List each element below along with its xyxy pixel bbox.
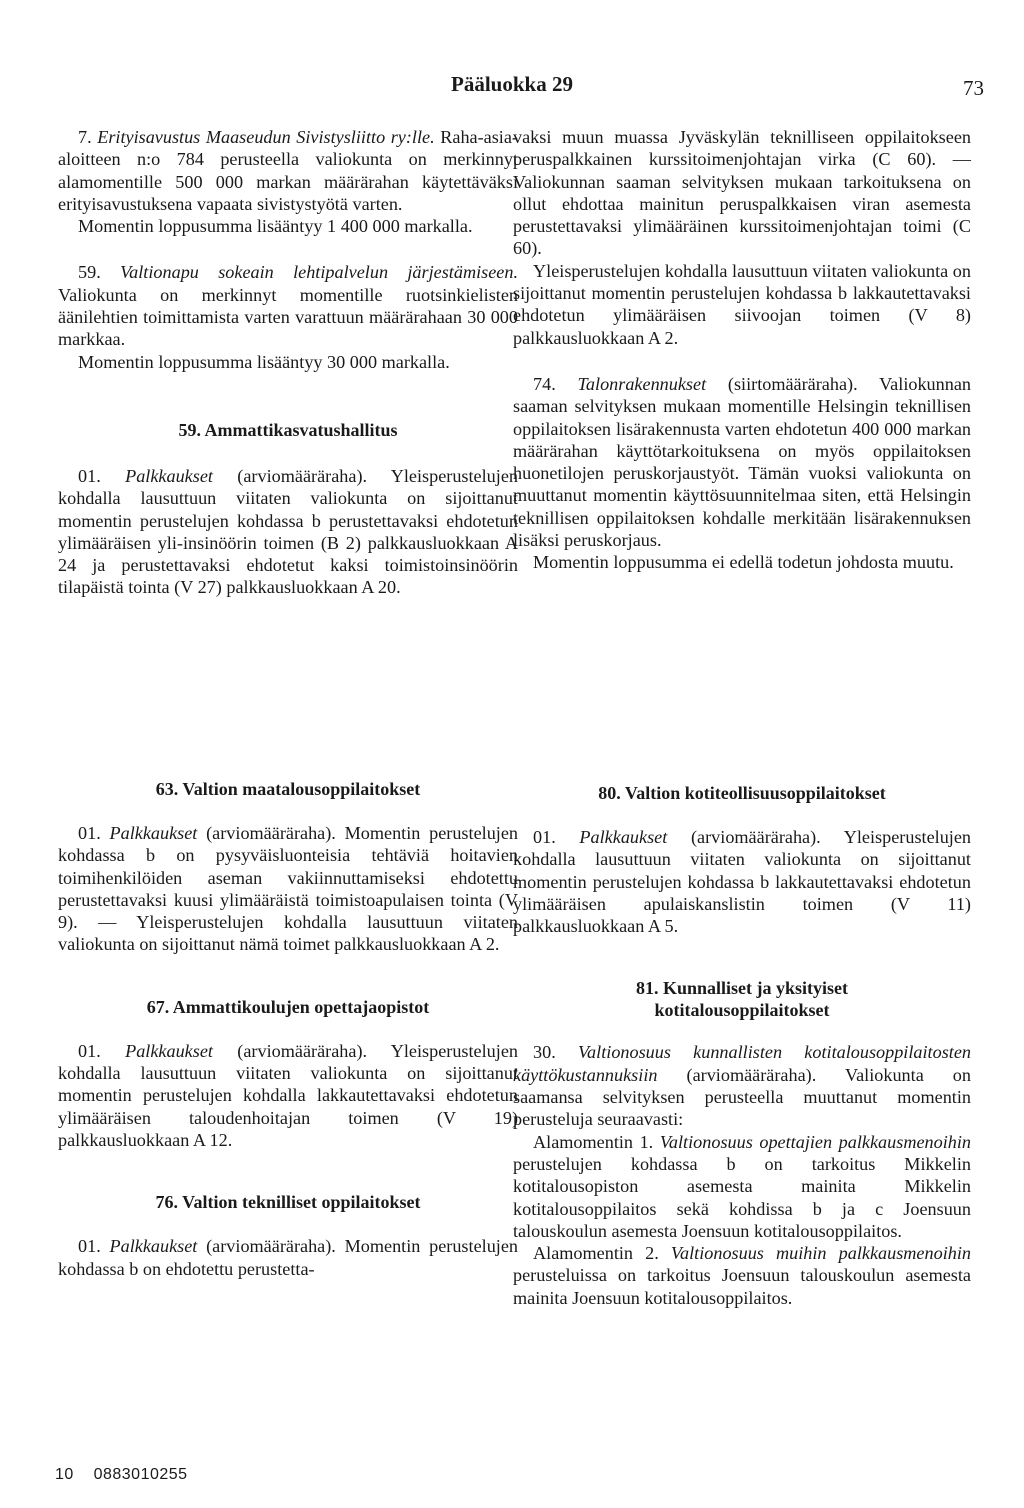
right-column-upper — [513, 126, 971, 574]
section-67-text: (arviomääräraha). Yleisperustelujen kohdalla lausuttuun viitaten valiokunta on sijoittanut momentin perustelujen kohdalla lakkautettavaksi ehdotetun ylimääräisen taloudenhoitajan toimen (V 19) palkkausluokkaan A 12. — [58, 1040, 518, 1150]
paragraph-2: Yleisperustelujen kohdalla lausuttuun viitaten valiokunta on sijoittanut momentin perustelujen kohdassa b lakkautettavaksi ehdotetun ylimääräisen siivoojan toimen (V 8) palkkausluokkaan A 2. — [513, 260, 971, 348]
footer-print-code: 10 0883010255 — [55, 1466, 188, 1483]
section-81-sub2 — [513, 1242, 971, 1309]
section-80-body — [513, 826, 971, 937]
section-80-text: (arviomääräraha). Yleisperustelujen kohdalla lausuttuun viitaten valiokunta on sijoittanut momentin perustelujen kohdassa b lakkautettavaksi ehdotetun ylimääräisen apulaiskanslistin toimen (V 11) palkkausluokkaan A 5. — [513, 827, 972, 937]
section-63-text: (arviomääräraha). Momentin perustelujen kohdassa b on pysyväisluonteisia tehtäviä hoitavien toimihenkilöiden aseman vakiinnuttamiseksi ehdotettu perustettavaksi kuusi ylimääräistä toimistoapulaisen tointa (V 9). — Yleisperustelujen kohdalla lausuttuun viitaten valiokunta on sijoittanut nämä toimet palkkausluokkaan A 2. — [58, 823, 519, 955]
item-74-title: Talonrakennukset — [577, 373, 707, 394]
section-67-title: Palkkaukset — [125, 1040, 213, 1061]
continuation-paragraph: vaksi muun muassa Jyväskylän teknilliseen oppilaitokseen peruspalkkainen kurssitoimenjohtajan virka (C 60). — Valiokunnan saaman selvityksen mukaan tarkoituksena on ollut ehdottaa mainitun peruspalkkaisen viran asemesta perustettavaksi ylimääräinen kurssitoimenjohtajan toimi (C 60). — [513, 127, 971, 259]
item-74 — [513, 373, 971, 551]
section-67-number: 01. — [78, 1040, 101, 1061]
section-63-body — [58, 822, 518, 956]
left-column-upper — [58, 126, 518, 599]
item-74-number: 74. — [533, 373, 556, 394]
section-81-sub1-title: Valtionosuus opettajien palkkausmenoihin — [659, 1131, 972, 1152]
section-76-body — [58, 1235, 518, 1280]
section-81-number: 30. — [533, 1042, 556, 1063]
section-63-title: Palkkaukset — [109, 823, 198, 843]
item-7-title: Erityisavustus Maaseudun Sivistysliitto ry:lle. — [97, 127, 435, 147]
page-number: 73 — [963, 76, 984, 100]
section-81-sub1 — [513, 1131, 971, 1242]
item-7-number: 7. — [78, 127, 92, 147]
section-81-body — [513, 1041, 971, 1130]
item-59 — [58, 261, 518, 350]
item-59-title: Valtionapu sokeain lehtipalvelun järjestämiseen. — [120, 262, 518, 283]
section-80-number: 01. — [533, 827, 556, 847]
section-81-sub2-prefix: Alamomentin 2. — [533, 1243, 659, 1264]
item-7-body: Raha-asia-aloitteen n:o 784 perusteella valiokunta on merkinnyt alamomentille 500 000 markan määrärahan käytettäväksi erityisavustuksena vapaata sivistystyötä varten. — [58, 127, 518, 214]
section-59-body — [58, 465, 518, 599]
page-header-title: Pääluokka 29 — [451, 72, 573, 96]
item-7 — [58, 126, 518, 215]
section-59-title: Palkkaukset — [125, 465, 213, 486]
item-59-total: Momentin loppusumma lisääntyy 30 000 markalla. — [78, 351, 450, 372]
section-81-heading: 81. Kunnalliset ja yksityiset kotitalousoppilaitokset — [635, 978, 849, 1021]
item-59-body: Valiokunta on merkinnyt momentille ruotsinkielisten äänilehtien toimittamista varten varattuun määrärahaan 30 000 markkaa. — [58, 284, 518, 350]
section-76-title: Palkkaukset — [109, 1236, 198, 1257]
right-column-lower — [513, 782, 971, 1309]
section-81-sub1-prefix: Alamomentin 1. — [533, 1131, 654, 1152]
item-74-total: Momentin loppusumma ei edellä todetun johdosta muutu. — [533, 552, 954, 573]
section-59-text: (arviomääräraha). Yleisperustelujen kohdalla lausuttuun viitaten valiokunta on sijoittanut momentin perustelujen kohdassa b perustettavaksi ehdotetun ylimääräisen yli-insinöörin toimen (B 2) palkkausluokkaan A 24 ja perustettavaksi ehdotetut kaksi toimistoinsinöörin tilapäistä tointa (V 27) palkkausluokkaan A 20. — [58, 465, 518, 598]
item-74-body: (siirtomääräraha). Valiokunnan saaman selvityksen mukaan momentille Helsingin teknillisen oppilaitoksen lisärakennusta varten ehdotetun 400 000 markan määrärahan käyttötarkoituksena on myös oppilaitoksen huonetilojen peruskorjaustyöt. Tämän vuoksi valiokunta on muuttanut momentin käyttösuunnitelmaa siten, että Helsingin teknillisen oppilaitoksen kohdalle merkitään lisärakennuksen lisäksi peruskorjaus. — [513, 373, 972, 551]
section-76-text: (arviomääräraha). Momentin perustelujen kohdassa b on ehdotettu perustetta- — [58, 1236, 519, 1279]
section-81-text: (arviomääräraha). Valiokunta on saamansa selvityksen perusteella muuttanut momentin perusteluja seuraavasti: — [513, 1064, 971, 1130]
left-column-lower — [58, 778, 518, 1280]
section-80-title: Palkkaukset — [579, 827, 668, 847]
section-81-sub2-title: Valtionosuus muihin palkkausmenoihin — [670, 1243, 971, 1264]
section-81-sub1-body: perustelujen kohdassa b on tarkoitus Mikkelin kotitalousopiston asemesta mainita Mikkelin kotitalousoppilaitos sekä kohdissa b ja c Joensuun talouskoulun asemesta Joensuun kotitalousoppilaitos. — [513, 1153, 971, 1241]
section-63-number: 01. — [78, 823, 101, 843]
section-63-heading: 63. Valtion maatalousoppilaitokset — [155, 779, 421, 799]
section-59-heading: 59. Ammattikasvatushallitus — [178, 419, 398, 440]
section-67-heading: 67. Ammattikoulujen opettajaopistot — [146, 996, 430, 1017]
section-76-heading: 76. Valtion teknilliset oppilaitokset — [155, 1192, 421, 1213]
section-80-heading: 80. Valtion kotiteollisuusoppilaitokset — [598, 783, 886, 803]
section-81-sub2-body: perusteluissa on tarkoitus Joensuun talouskoulun asemesta mainita Joensuun kotitalousoppilaitos. — [513, 1265, 971, 1308]
item-7-total: Momentin loppusumma lisääntyy 1 400 000 markalla. — [78, 216, 473, 237]
section-59-number: 01. — [78, 465, 101, 486]
section-81-title: Valtionosuus kunnallisten kotitalousoppilaitosten käyttökustannuksiin — [513, 1042, 972, 1085]
section-67-body — [58, 1040, 518, 1151]
item-59-number: 59. — [78, 262, 101, 283]
section-76-number: 01. — [78, 1236, 101, 1257]
